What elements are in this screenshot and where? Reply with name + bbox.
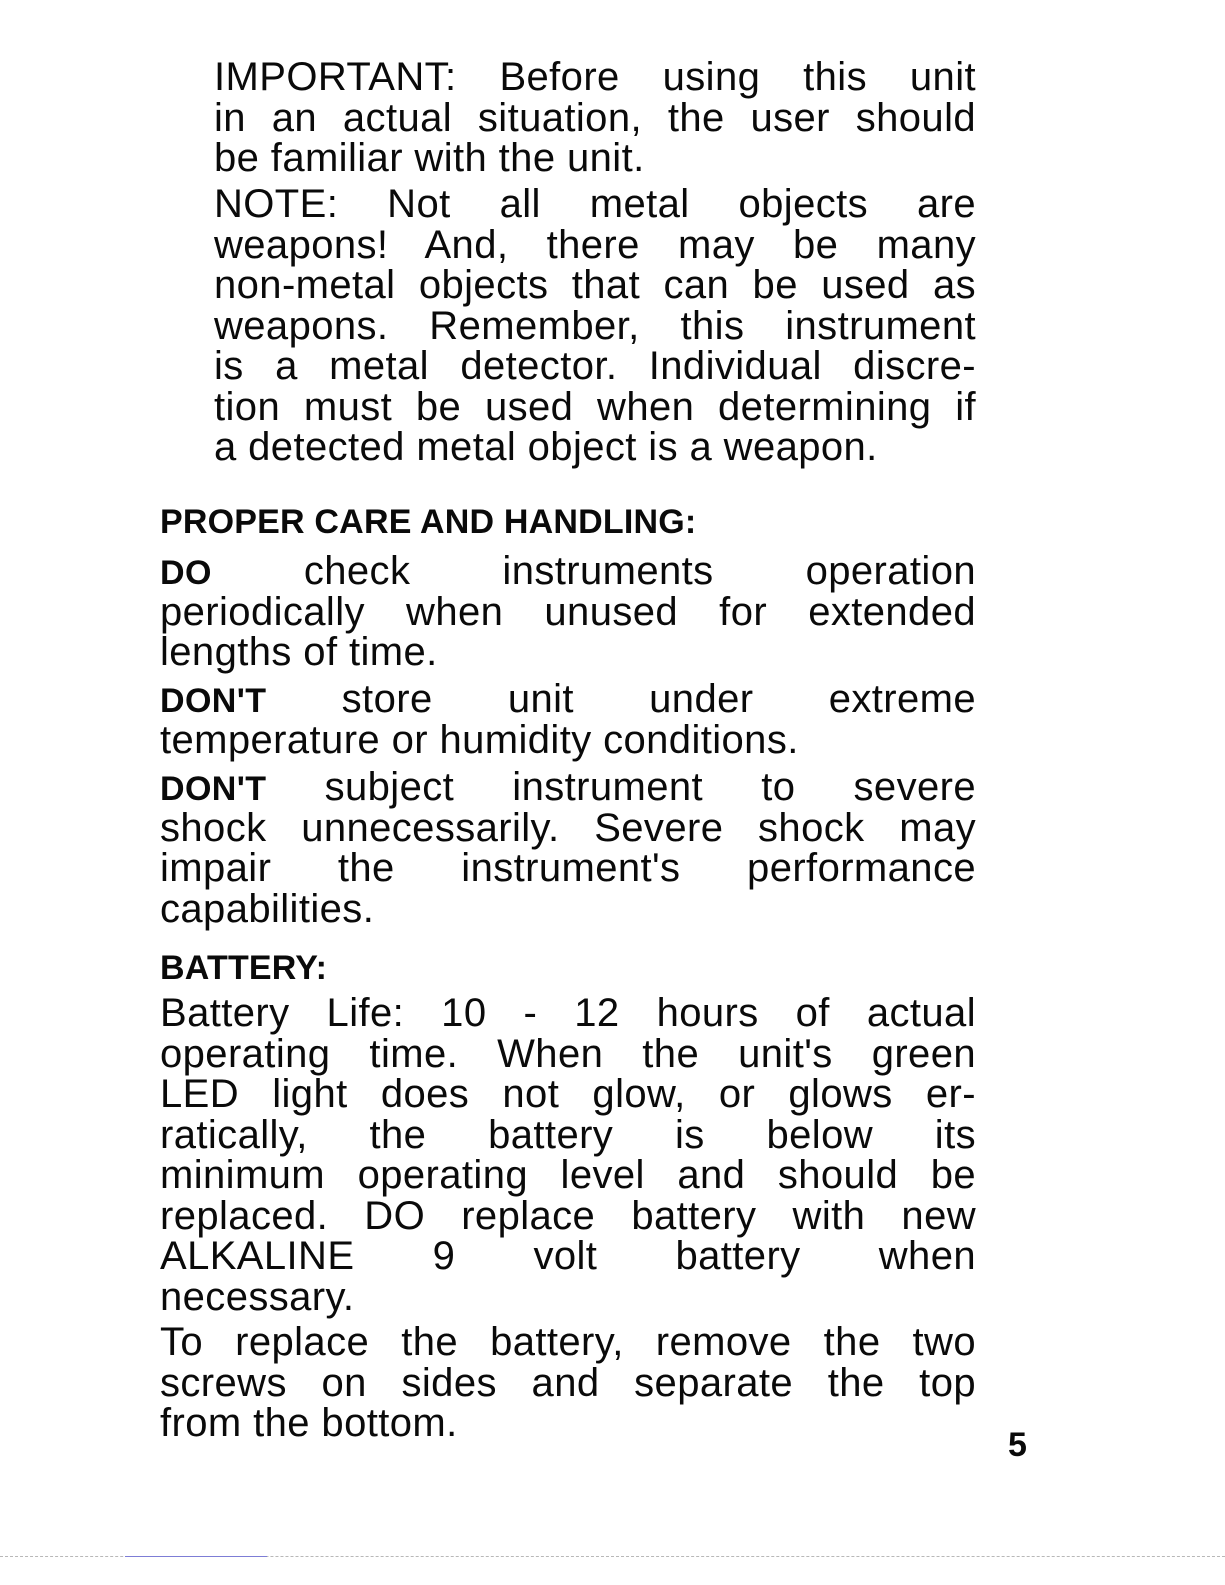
bottom-edge-accent bbox=[125, 1556, 267, 1557]
battery-life-line: replaced. DO replace battery with new bbox=[160, 1193, 976, 1238]
note-paragraph bbox=[214, 184, 976, 468]
care-item-dont-subject bbox=[160, 767, 976, 929]
battery-life-line: minimum operating level and should be bbox=[160, 1153, 976, 1197]
care-item-line: temperature or humidity conditions. bbox=[160, 717, 799, 762]
battery-life-line: ratically, the battery is below its bbox=[160, 1112, 976, 1157]
page-number: 5 bbox=[1008, 1426, 1027, 1464]
battery-life-line: necessary. bbox=[160, 1274, 355, 1319]
note-line: NOTE: Not all metal objects are bbox=[214, 182, 976, 226]
care-item-do-check bbox=[160, 551, 976, 673]
battery-heading: BATTERY: bbox=[160, 949, 328, 987]
important-line: in an actual situation, the user should bbox=[214, 95, 976, 140]
care-heading: PROPER CARE AND HANDLING: bbox=[160, 503, 697, 541]
note-line: weapons. Remember, this instrument bbox=[214, 303, 976, 348]
note-line: weapons! And, there may be many bbox=[214, 222, 976, 267]
care-item-line: periodically when unused for extended bbox=[160, 589, 976, 634]
important-line: IMPORTANT: Before using this unit bbox=[214, 55, 976, 99]
note-line: a detected metal object is a weapon. bbox=[214, 425, 878, 469]
care-item-line bbox=[160, 679, 976, 720]
battery-life-line: LED light does not glow, or glows er- bbox=[160, 1072, 976, 1116]
battery-replace-paragraph bbox=[160, 1322, 976, 1444]
care-item-line: capabilities. bbox=[160, 886, 375, 931]
battery-replace-line: from the bottom. bbox=[160, 1401, 458, 1445]
battery-life-paragraph bbox=[160, 993, 976, 1317]
care-item-text: store unit under extreme bbox=[266, 677, 976, 721]
note-line: non-metal objects that can be used as bbox=[214, 263, 976, 307]
care-item-dont-store bbox=[160, 679, 976, 760]
care-item-line: impair the instrument's performance bbox=[160, 846, 976, 890]
battery-life-line: ALKALINE 9 volt battery when bbox=[160, 1234, 976, 1278]
battery-replace-line: screws on sides and separate the top bbox=[160, 1360, 976, 1405]
important-paragraph bbox=[214, 57, 976, 179]
care-item-lead: DO bbox=[160, 554, 212, 592]
care-item-line bbox=[160, 767, 976, 808]
battery-life-line: Battery Life: 10 - 12 hours of actual bbox=[160, 991, 976, 1035]
care-item-lead: DON'T bbox=[160, 682, 267, 720]
care-item-line bbox=[160, 551, 976, 592]
battery-replace-line: To replace the battery, remove the two bbox=[160, 1320, 976, 1364]
important-line: be familiar with the unit. bbox=[214, 136, 645, 180]
care-item-line: shock unnecessarily. Severe shock may bbox=[160, 805, 976, 850]
care-item-text: check instruments operation bbox=[211, 549, 976, 593]
note-line: tion must be used when determining if bbox=[214, 384, 976, 429]
note-line: is a metal detector. Individual discre- bbox=[214, 344, 976, 388]
care-item-lead: DON'T bbox=[160, 770, 267, 808]
care-item-line: lengths of time. bbox=[160, 630, 438, 674]
battery-life-line: operating time. When the unit's green bbox=[160, 1031, 976, 1076]
care-item-text: subject instrument to severe bbox=[266, 765, 976, 809]
